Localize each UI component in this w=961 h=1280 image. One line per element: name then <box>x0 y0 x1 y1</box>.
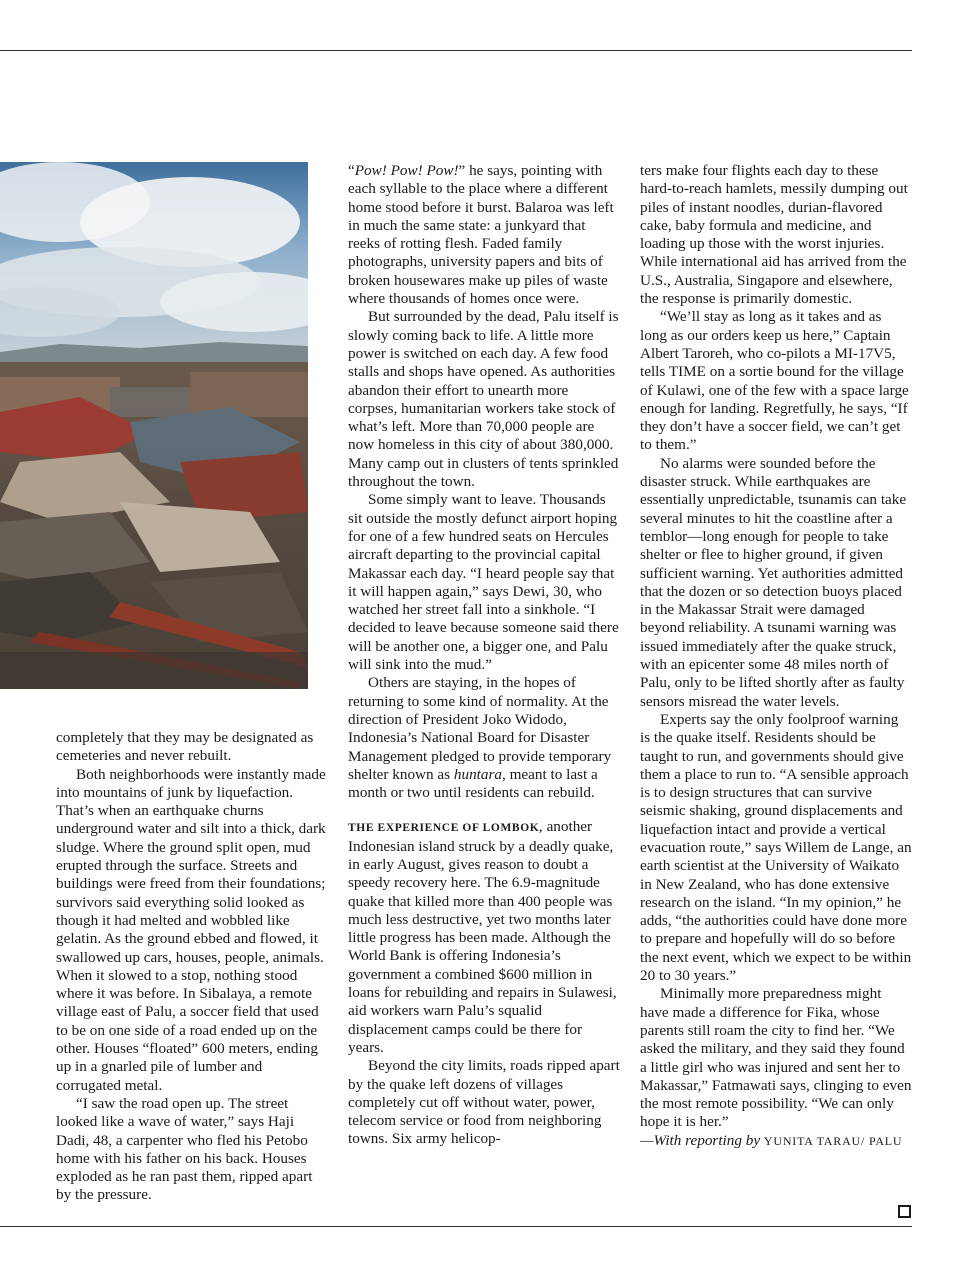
quote-open: “ <box>348 162 355 179</box>
credit-name: YUNITA TARAU/ PALU <box>763 1133 903 1148</box>
section-lead-in: THE EXPERIENCE OF LOMBOK, <box>348 822 543 835</box>
paragraph <box>348 674 620 802</box>
section-paragraph <box>348 818 620 1057</box>
paragraph: Both neighborhoods were instantly made into mountains of junk by liquefaction. That’s when an earthquake churns underground water and silt into a thick, dark sludge. Where the ground split open, mud erupted through the surface. Streets and buildings were freed from their foundations; survivors said everything solid looked as though it had melted and wobbled like gelatin. As the ground ebbed and flowed, it swallowed up cars, houses, people, animals. When it slowed to a stop, nothing stood where it was before. In Sibalaya, a remote village east of Palu, a soccer field that used to be on one side of a road ended up on the other. Houses “floated” 600 meters, ending up in a gnarled pile of lumber and corrugated metal. <box>56 765 326 1094</box>
article-column-3 <box>640 162 912 1150</box>
paragraph: But surrounded by the dead, Palu itself is slowly coming back to life. A little more power is switched on each day. A few food stalls and shops have opened. As authorities abandon their effort to unearth more corpses, humanitarian workers take stock of what’s left. More than 70,000 people are now homeless in this city of about 380,000. Many camp out in clusters of tents sprinkled throughout the town. <box>348 308 619 491</box>
reporting-credit <box>640 1132 912 1150</box>
paragraph-text: ” he says, pointing with each syllable to the place where a different home stood before it burst. Balaroa was left in much the same state: a junkyard that reeks of rotting flesh. Faded family photographs, university papers and bits of broken housewares make up piles of waste where thousands of homes once were. <box>348 162 614 308</box>
term-emphasis: huntara, <box>453 765 506 783</box>
top-rule <box>0 50 912 51</box>
article-column-2 <box>348 162 620 1149</box>
credit-prefix: —With reporting by <box>640 1131 764 1149</box>
paragraph: No alarms were sounded before the disaster struck. While earthquakes are essentially unpredictable, tsunamis can take several minutes to hit the coastline after a temblor—long enough for people to take shelter or flee to higher ground, if given sufficient warning. Yet authorities admitted that the dozen or so detection buoys placed in the Makassar Strait were damaged beyond reliability. A tsunami warning was issued immediately after the quake struck, with an epicenter some 48 miles north of Palu, only to be lifted shortly after as faulty sensors misread the water levels. <box>640 454 907 710</box>
quote-emphasis: Pow! Pow! Pow! <box>354 162 459 179</box>
paragraph-text: another Indonesian island struck by a deadly quake, in early August, gives reason to doubt a speedy recovery here. The 6.9-magnitude quake that killed more than 400 people was much less destructive, yet two months later little progress has been made. Although the World Bank is offering Indonesia’s government a combined $600 million in loans for rebuilding and repairs in Sulawesi, aid workers warn Palu’s squalid displacement camps could be there for years. <box>348 818 617 1056</box>
paragraph: Minimally more preparedness might have made a difference for Fika, whose parents still roam the city to find her. “We asked the military, and they said they found a little girl who was injured and sent her to Makassar,” Fatmawati says, clinging to even the most remote possibility. “We can only hope it is her.” <box>640 985 912 1131</box>
rubble-landscape-photo <box>0 162 308 689</box>
paragraph: ters make four flights each day to these hard-to-reach hamlets, messily dumping out piles of instant noodles, durian-flavored cake, baby formula and medicine, and loading up those with the worst injuries. While international aid has arrived from the U.S., Australia, Singapore and elsewhere, the response is primarily domestic. <box>640 162 908 308</box>
paragraph: completely that they may be designated as cemeteries and never rebuilt. <box>56 729 314 765</box>
article-column-1 <box>56 729 328 1205</box>
paragraph: Some simply want to leave. Thousands sit outside the mostly defunct airport hoping for one of a few hundred seats on Hercules aircraft departing to the provincial capital Makassar each day. “I heard people say that it will happen again,” says Dewi, 30, who watched her street fall into a sinkhole. “I decided to leave because someone said there will be another one, a bigger one, and Palu will sink into the mud.” <box>348 491 619 674</box>
paragraph-text: Others are staying, in the hopes of returning to some kind of normality. At the direction of President Joko Widodo, Indonesia’s National Board for Disaster Management pledged to provide temporary shelter known as <box>348 674 612 783</box>
paragraph <box>348 162 620 308</box>
paragraph-text: meant to last a month or two until residents can rebuild. <box>348 765 598 802</box>
paragraph: Experts say the only foolproof warning is the quake itself. Residents should be taught to run, and governments should give them a place to run to. “A sensible approach is to design structures that can survive seismic shaking, ground displacements and liquefaction intact and provide a vertical evacuation route,” says Willem de Lange, an earth scientist at the University of Waikato in New Zealand, who has done extensive research on the island. “In my opinion,” he adds, “the authorities could have done more to prepare and hopefully will do so before the next event, which we expect to be within 20 to 30 years.” <box>640 710 912 985</box>
paragraph: Beyond the city limits, roads ripped apart by the quake left dozens of villages completely cut off without water, power, telecom service or food from neighboring towns. Six army helicop- <box>348 1057 620 1148</box>
paragraph: “We’ll stay as long as it takes and as long as our orders keep us here,” Captain Albert Taroreh, who co-pilots a MI-17V5, tells TIME on a sortie bound for the village of Kulawi, one of the few with a space large enough for landing. Regretfully, he says, “If they don’t have a soccer field, we can’t get to them.” <box>640 308 909 454</box>
bottom-rule <box>0 1226 912 1227</box>
end-of-article-icon <box>898 1205 911 1218</box>
paragraph: “I saw the road open up. The street looked like a wave of water,” says Haji Dadi, 48, a carpenter who fled his Petobo home with his father on his back. Houses exploded as he ran past them, ripped apart by the pressure. <box>56 1094 313 1204</box>
